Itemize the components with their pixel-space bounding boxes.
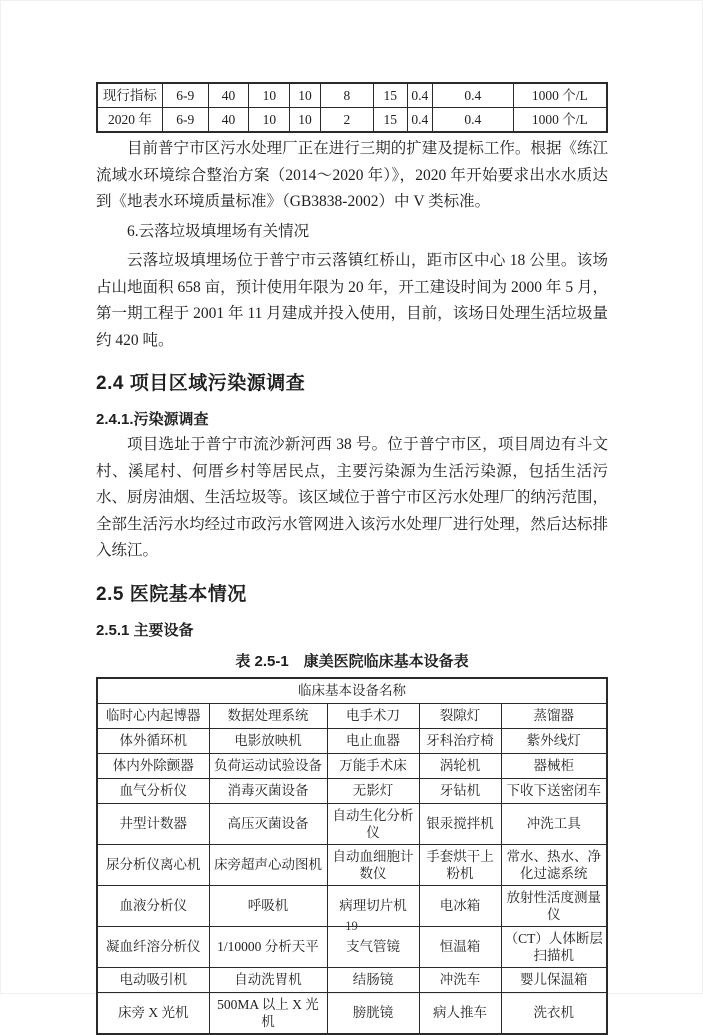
table-cell: 10	[249, 83, 290, 108]
table-row	[97, 703, 607, 728]
table-cell: 6-9	[162, 108, 208, 133]
table-cell: （CT）人体断层扫描机	[501, 926, 607, 967]
table-row	[97, 967, 607, 992]
heading-2-4: 2.4 项目区域污染源调查	[96, 373, 306, 394]
table-cell: 器械柜	[501, 753, 607, 778]
table-cell: 500MA 以上 X 光机	[209, 992, 327, 1034]
table-cell: 常水、热水、净化过滤系统	[501, 844, 607, 885]
table-cell: 现行指标	[97, 83, 162, 108]
table-cell: 膀胱镜	[327, 992, 419, 1034]
table-row	[97, 728, 607, 753]
table-cell: 6-9	[162, 83, 208, 108]
table-cell: 凝血纤溶分析仪	[97, 926, 209, 967]
water-quality-table	[96, 82, 608, 133]
table-cell: 消毒灭菌设备	[209, 778, 327, 803]
table-cell: 0.4	[407, 83, 433, 108]
table-cell: 2	[320, 108, 373, 133]
table-cell: 婴儿保温箱	[501, 967, 607, 992]
table-cell: 10	[290, 83, 321, 108]
paragraph-sewage-plant: 目前普宁市区污水处理厂正在进行三期的扩建及提标工作。根据《练江流域水环境综合整治方案（2014～2020 年）》，2020 年开始要求出水水质达到《地表水环境质量标准》（GB3838-2002）中 V 类标准。	[96, 140, 608, 210]
table-cell: 蒸馏器	[501, 703, 607, 728]
table-cell: 15	[373, 83, 407, 108]
table-cell: 下收下送密闭车	[501, 778, 607, 803]
table-cell: 电影放映机	[209, 728, 327, 753]
equipment-table-header-row	[97, 678, 607, 704]
table-cell: 血气分析仪	[97, 778, 209, 803]
table-cell: 0.4	[407, 108, 433, 133]
table-cell: 尿分析仪离心机	[97, 844, 209, 885]
table-cell: 紫外线灯	[501, 728, 607, 753]
item6-heading: 6.云落垃圾填埋场有关情况	[127, 222, 310, 240]
table-cell: 负荷运动试验设备	[209, 753, 327, 778]
table-cell: 电止血器	[327, 728, 419, 753]
table-cell: 支气管镜	[327, 926, 419, 967]
table-cell: 冲洗车	[419, 967, 501, 992]
table-cell: 自动洗胃机	[209, 967, 327, 992]
paragraph-landfill: 云落垃圾填埋场位于普宁市云落镇红桥山，距市区中心 18 公里。该场占山地面积 658 亩，预计使用年限为 20 年，开工建设时间为 2000 年 5 月，第一期工程于 2001 年 11 月建成并投入使用，目前，该场日处理生活垃圾量约 420 吨。	[96, 252, 608, 349]
table-row	[97, 753, 607, 778]
table-row	[97, 108, 607, 133]
water-quality-table-body	[97, 83, 607, 132]
table-row	[97, 778, 607, 803]
table-cell: 血液分析仪	[97, 885, 209, 926]
table-cell: 8	[320, 83, 373, 108]
heading-2-5-1: 2.5.1 主要设备	[96, 621, 194, 639]
table-cell: 1/10000 分析天平	[209, 926, 327, 967]
table-cell: 放射性活度测量仪	[501, 885, 607, 926]
table-cell: 病理切片机	[327, 885, 419, 926]
table-cell: 体外循环机	[97, 728, 209, 753]
table-cell: 无影灯	[327, 778, 419, 803]
table-cell: 2020 年	[97, 108, 162, 133]
table-cell: 电冰箱	[419, 885, 501, 926]
table-cell: 病人推车	[419, 992, 501, 1034]
table-cell: 床旁 X 光机	[97, 992, 209, 1034]
table-cell: 牙科治疗椅	[419, 728, 501, 753]
table-cell: 40	[208, 83, 249, 108]
table-cell: 床旁超声心动图机	[209, 844, 327, 885]
table-cell: 万能手术床	[327, 753, 419, 778]
table-cell: 0.4	[433, 83, 514, 108]
table-cell: 自动血细胞计数仪	[327, 844, 419, 885]
table-cell: 数据处理系统	[209, 703, 327, 728]
equipment-table-header-cell: 临床基本设备名称	[97, 678, 607, 704]
table-cell: 结肠镜	[327, 967, 419, 992]
table-cell: 冲洗工具	[501, 803, 607, 844]
table-cell: 洗衣机	[501, 992, 607, 1034]
table-cell: 涡轮机	[419, 753, 501, 778]
equipment-table-rows	[97, 703, 607, 1034]
table-cell: 自动生化分析仪	[327, 803, 419, 844]
table-cell: 体内外除颤器	[97, 753, 209, 778]
heading-2-5: 2.5 医院基本情况	[96, 583, 247, 605]
table-cell: 1000 个/L	[513, 83, 607, 108]
table-cell: 恒温箱	[419, 926, 501, 967]
table-row	[97, 803, 607, 844]
table-cell: 裂隙灯	[419, 703, 501, 728]
page-number: 19	[345, 919, 358, 933]
equipment-table-caption: 表 2.5-1 康美医院临床基本设备表	[235, 652, 469, 670]
table-row	[97, 844, 607, 885]
equipment-table	[96, 677, 608, 1035]
table-cell: 高压灭菌设备	[209, 803, 327, 844]
table-cell: 银汞搅拌机	[419, 803, 501, 844]
paragraph-pollution-sources: 项目选址于普宁市流沙新河西 38 号。位于普宁市区，项目周边有斗文村、溪尾村、何厝乡村等居民点，主要污染源为生活污染源，包括生活污水、厨房油烟、生活垃圾等。该区域位于普宁市区污水处理厂的纳污范围，全部生活污水均经过市政污水管网进入该污水处理厂进行处理，然后达标排入练江。	[96, 436, 608, 559]
table-cell: 15	[373, 108, 407, 133]
page-content	[96, 82, 608, 1035]
table-cell: 临时心内起博器	[97, 703, 209, 728]
table-cell: 呼吸机	[209, 885, 327, 926]
table-cell: 电手术刀	[327, 703, 419, 728]
table-cell: 井型计数器	[97, 803, 209, 844]
table-cell: 手套烘干上粉机	[419, 844, 501, 885]
heading-2-4-1: 2.4.1.污染源调查	[96, 411, 209, 428]
table-row	[97, 83, 607, 108]
table-cell: 0.4	[433, 108, 514, 133]
equipment-table-body	[97, 678, 607, 704]
table-cell: 10	[249, 108, 290, 133]
table-cell: 10	[290, 108, 321, 133]
table-cell: 1000 个/L	[513, 108, 607, 133]
table-row	[97, 992, 607, 1034]
table-cell: 牙钻机	[419, 778, 501, 803]
table-cell: 40	[208, 108, 249, 133]
table-cell: 电动吸引机	[97, 967, 209, 992]
